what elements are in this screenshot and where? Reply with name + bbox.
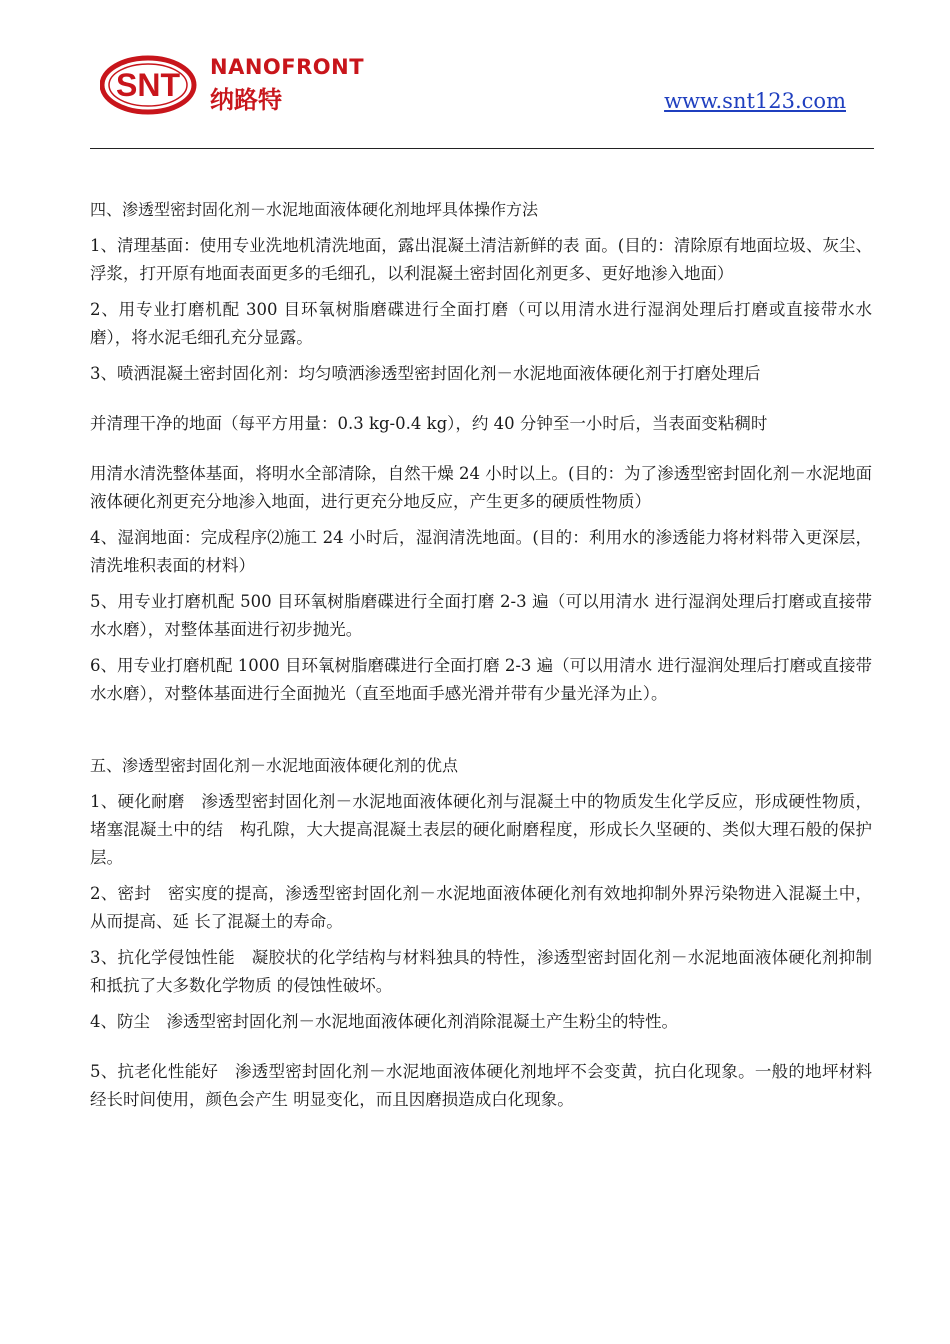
section-4-step-3-line-3: 用清水清洗整体基面，将明水全部清除，自然干燥 24 小时以上。(目的：为了渗透型密封固化剂－水泥地面液体硬化剂更充分地渗入地面，进行更充分地反应，产生更多的硬质性物质）: [90, 464, 872, 511]
document-body: [90, 196, 872, 1114]
section-5-advantage-3: 3、抗化学侵蚀性能 凝胶状的化学结构与材料独具的特性，渗透型密封固化剂－水泥地面液体硬化剂抑制和抵抗了大多数化学物质 的侵蚀性破坏。: [90, 948, 872, 995]
company-logo: [100, 55, 375, 115]
section-4-step-5: 5、用专业打磨机配 500 目环氧树脂磨碟进行全面打磨 2-3 遍（可以用清水 进行湿润处理后打磨或直接带水水磨），对整体基面进行初步抛光。: [90, 592, 872, 639]
section-4-heading: 四、渗透型密封固化剂－水泥地面液体硬化剂地坪具体操作方法: [90, 200, 539, 219]
website-link[interactable]: www.snt123.com: [664, 89, 846, 113]
logo-text: SNT: [116, 67, 180, 103]
section-4-step-3-line-1: 3、喷洒混凝土密封固化剂：均匀喷洒渗透型密封固化剂－水泥地面液体硬化剂于打磨处理后: [90, 364, 761, 383]
section-5-advantage-1: 1、硬化耐磨 渗透型密封固化剂－水泥地面液体硬化剂与混凝土中的物质发生化学反应，形成硬性物质，堵塞混凝土中的结 构孔隙，大大提高混凝土表层的硬化耐磨程度，形成长久坚硬的、类似大理石般的保护层。: [90, 792, 872, 867]
section-5-heading: 五、渗透型密封固化剂－水泥地面液体硬化剂的优点: [90, 756, 459, 775]
section-4-step-6: 6、用专业打磨机配 1000 目环氧树脂磨碟进行全面打磨 2-3 遍（可以用清水 进行湿润处理后打磨或直接带水水磨），对整体基面进行全面抛光（直至地面手感光滑并带有少量光泽为止）。: [90, 656, 872, 703]
header-divider: [90, 148, 874, 149]
section-5-advantage-4: 4、防尘 渗透型密封固化剂－水泥地面液体硬化剂消除混凝土产生粉尘的特性。: [90, 1012, 678, 1031]
section-4-step-3-line-2: 并清理干净的地面（每平方用量：0.3 kg-0.4 kg），约 40 分钟至一小时后，当表面变粘稠时: [90, 414, 768, 433]
section-4-step-1: 1、清理基面：使用专业洗地机清洗地面，露出混凝土清洁新鲜的表 面。(目的：清除原有地面垃圾、灰尘、浮浆，打开原有地面表面更多的毛细孔，以利混凝土密封固化剂更多、更好地渗入地面）: [90, 236, 872, 283]
section-4-step-4: 4、湿润地面：完成程序⑵施工 24 小时后，湿润清洗地面。(目的：利用水的渗透能力将材料带入更深层，清洗堆积表面的材料）: [90, 528, 872, 575]
brand-name-english: NANOFRONT: [210, 55, 365, 79]
brand-name-chinese: 纳路特: [210, 86, 282, 114]
section-4-step-2: 2、用专业打磨机配 300 目环氧树脂磨碟进行全面打磨（可以用清水进行湿润处理后打磨或直接带水水磨），将水泥毛细孔充分显露。: [90, 300, 872, 347]
section-5-advantage-5: 5、抗老化性能好 渗透型密封固化剂－水泥地面液体硬化剂地坪不会变黄，抗白化现象。一般的地坪材料经长时间使用，颜色会产生 明显变化，而且因磨损造成白化现象。: [90, 1062, 872, 1109]
section-5-advantage-2: 2、密封 密实度的提高，渗透型密封固化剂－水泥地面液体硬化剂有效地抑制外界污染物进入混凝土中，从而提高、延 长了混凝土的寿命。: [90, 884, 872, 931]
snt-logo-icon: [100, 55, 200, 115]
